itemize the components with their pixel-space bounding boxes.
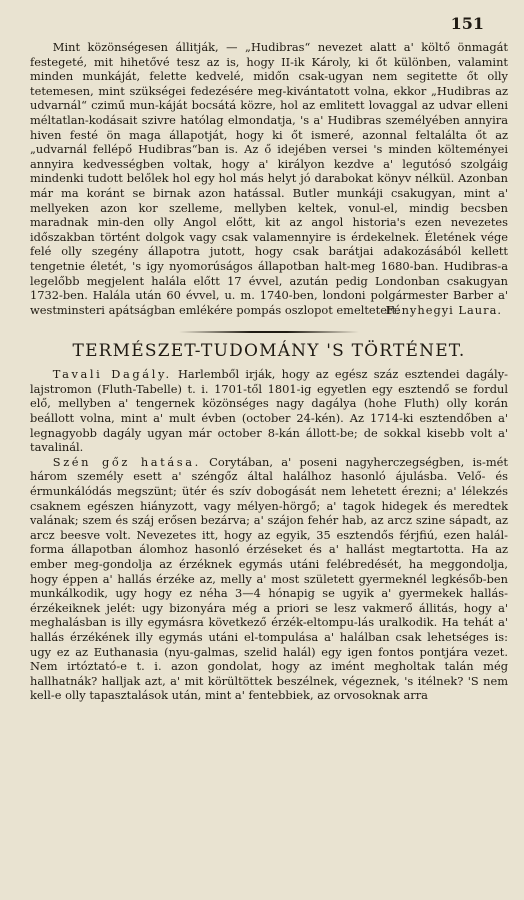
entry-title: Szén gőz hatása. <box>52 454 201 469</box>
page-number: 151 <box>450 14 484 33</box>
entry-paragraph <box>30 455 508 703</box>
section-divider <box>179 329 359 335</box>
entry-text: Harlemből irják, hogy az egész száz esztendei dagály-lajstromon (Fluth-Tabelle) t. i. 1701-től 1801-ig egyetlen egy esztendő se fordul elő, mellyben a' tengernek közönséges nagy dagálya (hohe Fluth) olly korán beállott volna, mint a' mult évben (october 24-kén). Az 1714-ki esztendőben a' legnagyobb dagály ugyan már october 8-kán állott-be; de sokkal kisebb volt a' tavalinál. <box>30 367 508 455</box>
article-continuation <box>30 14 508 317</box>
entry-title: Tavali Dagály. <box>52 367 172 382</box>
entry-paragraph <box>30 367 508 455</box>
article-paragraph: Mint közönségesen állitják, — „Hudibras“ nevezet alatt a' költő önmagát festegeté, mit hihetővé tesz az is, hogy II-ik Károly, ki őt különben, valamint minden munkáját, felette kedvelé, midőn csak-ugyan nem segitette őt olly tetemesen, mint szükségei fedezésére meg-kivántatott volna, ekkor „Hudibras az udvarnál“ czimű mun-káját bocsátá közre, hol az emlitett lovaggal az udvar elleni méltatlan-kodásait szivre hatólag elmondatja, 's a' Hudibras személyében annyira hiven festé ön maga állapotját, hogy ki őt ismeré, azonnal feltalálta őt az „udvarnál fellépő Hudibras“ban is. Az ő idejében versei 's minden költeményei annyira kedvességben voltak, hogy a' királyon kezdve a' legutósó szolgáig mindenki tudott belőlek hol egy hol más helyt jó darabokat könyv nélkül. Azonban már ma koránt se birnak azon hatással. Butler munkáji csakugyan, mint a' mellyeken azon kor szelleme, mellyben keltek, vonul-el, mindig becsben maradnak min-den olly Angol előtt, kit az angol historia's ezen nevezetes időszakban történt dolgok vagy csak valamennyire is érdekelnek. Életének vége felé olly szegény állapotra jutott, hogy csak barátjai adakozásából kellett tengetnie életét, 's igy nyomorúságos állapotban halt-meg 1680-ban. Hudibras-a legelőbb megjelent halála előtt 17 évvel, azután pedig Londonban csakugyan 1732-ben. Halála után 60 évvel, u. m. 1740-ben, londoni polgármester Barber a' westminsteri apátságban emlékére pompás oszlopot emeltetett. <box>30 40 508 317</box>
author-signature: Fényhegyi Laura. <box>385 302 502 317</box>
news-entry-carbon-gas <box>30 455 508 703</box>
section-title: TERMÉSZET-TUDOMÁNY 'S TÖRTÉNET. <box>72 341 466 362</box>
entry-text: Corytában, a' poseni nagyherczegségben, is-mét három személy esett a' széngőz által halálhoz hasonló ájulásba. Velő- és érmunkálódás megszünt; ütér és szív dobogását nem lehetett érezni; a' lélekzés csaknem egészen hiányzott, vagy mélyen-hörgő; a' tagok hidegek és meredtek valának; szem és száj erősen bezárva; a' szájon fehér hab, az arcz szine sápadt, az arcz beesve volt. Nevezetes itt, hogy az egyik, 35 esztendős férjfiú, ezen halál-forma állapotban álomhoz hasonló érzéseket és a' hallást megtartotta. Ha az ember meg-gondolja az érzéknek egymás utáni felébredését, ha meggondolja, hogy éppen a' hallás érzéke az, melly a' most született gyermeknél legkésőb-ben munkálkodik, ugy hogy ez néha 3—4 hónapig se ugyik a' gyermekek hallás-érzékeiknek jelét: ugy bizonyára még a priori se lesz vakmerő állitás, hogy a' meghalásban is illy egymásra következő érzék-eltompu-lás uralkodik. Ha tehát a' hallás érzékének illy egymás utáni el-tompulása a' halálban csak lehetséges is: ugy ez az Euthanasia (nyu-galmas, szelid halál) egy igen fontos pontjára vezet. Nem irtóztató-e t. i. azon gondolat, hogy az imént megholtak talán még hallhatnák? halljak azt, a' mit körültöttek beszélnek, végeznek, 's itélnek? 'S nem kell-e olly tapasztalások után, mint a' fentebbiek, az orvosoknak arra <box>30 454 508 703</box>
news-entry-tide <box>30 367 508 455</box>
